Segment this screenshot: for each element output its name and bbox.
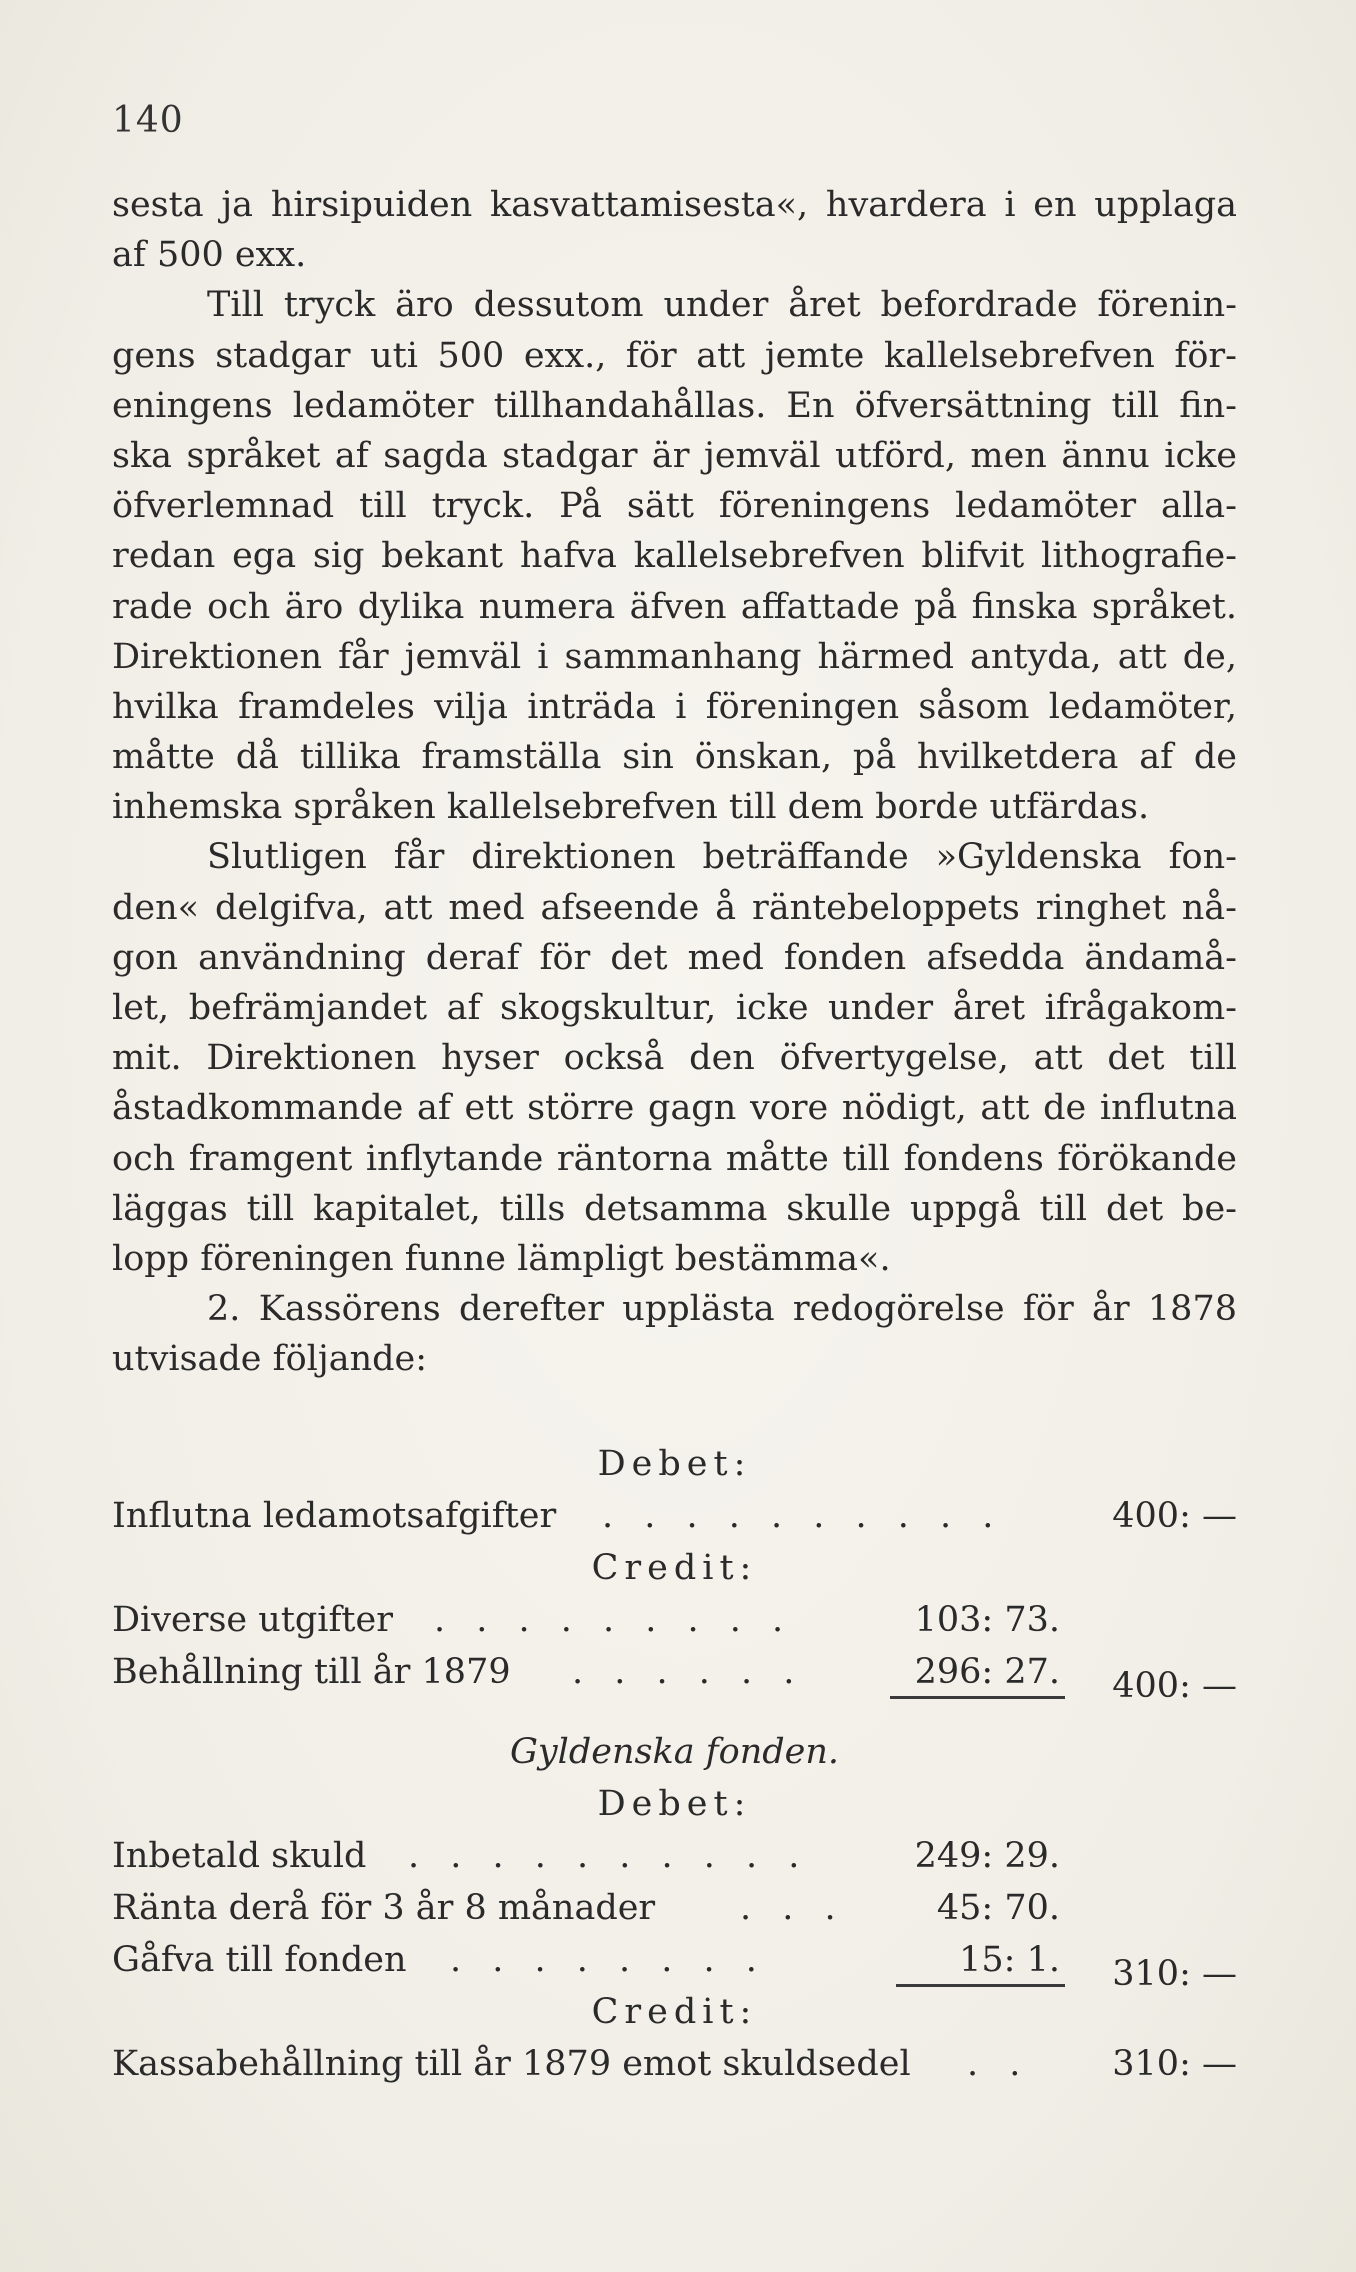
- account-subamount: 296: 27.: [914, 1652, 1060, 1692]
- leader-dots: . . . . . . . . . .: [408, 1836, 810, 1876]
- account-row: [112, 1882, 1237, 1934]
- account-label: Behållning till år 1879: [112, 1652, 511, 1692]
- account-row: [112, 1490, 1237, 1542]
- text-line: den« delgifva, att med afseende å räntebeloppets ringhet nå-: [112, 887, 1237, 928]
- page-number: 140: [112, 100, 184, 141]
- accounts-section: [112, 1438, 1237, 2090]
- account-row: [112, 2038, 1237, 2090]
- text-line: öfverlemnad till tryck. På sätt föreningens ledamöter alla-: [112, 486, 1237, 527]
- account-total: 310: —: [1112, 2044, 1237, 2084]
- debet-heading: Debet:: [597, 1444, 752, 1484]
- account-row: [112, 1934, 1237, 1994]
- account-label: Inbetald skuld: [112, 1836, 367, 1876]
- text-line: Slutligen får direktionen beträffande »Gyldenska fon-: [207, 837, 1237, 878]
- fund-debet-heading: Debet:: [597, 1784, 752, 1824]
- text-line: sesta ja hirsipuiden kasvattamisesta«, hvardera i en upplaga: [112, 185, 1237, 225]
- text-line: inhemska språken kallelsebrefven till dem borde utfärdas.: [112, 787, 1150, 828]
- account-row: [112, 1646, 1237, 1706]
- text-line: let, befrämjandet af skogskultur, icke under året ifrågakom-: [112, 988, 1237, 1028]
- leader-dots: . . . . . .: [572, 1652, 805, 1692]
- account-total: 400: —: [1112, 1666, 1237, 1706]
- credit-heading: Credit:: [591, 1548, 758, 1588]
- text-line: rade och äro dylika numera äfven affattade på finska språket.: [112, 586, 1237, 627]
- account-label: Gåfva till fonden: [112, 1940, 407, 1980]
- account-row: [112, 1830, 1237, 1882]
- account-label: Influtna ledamotsafgifter: [112, 1496, 557, 1536]
- text-line: utvisade följande:: [112, 1339, 428, 1380]
- account-total: 310: —: [1112, 1954, 1237, 1994]
- sum-rule: [896, 1984, 1065, 1987]
- text-line: af 500 exx.: [112, 235, 307, 276]
- account-total: 400: —: [1112, 1496, 1237, 1536]
- fund-title: Gyldenska fonden.: [509, 1732, 840, 1772]
- fund-credit-heading: Credit:: [591, 1992, 758, 2032]
- text-line: eningens ledamöter tillhandahållas. En öfversättning till fin-: [112, 385, 1237, 426]
- leader-dots: . . .: [740, 1888, 846, 1928]
- text-line: ska språket af sagda stadgar är jemväl utförd, men ännu icke: [112, 435, 1237, 476]
- text-line: gens stadgar uti 500 exx., för att jemte kallelsebrefven för-: [112, 335, 1237, 376]
- text-line: läggas till kapitalet, tills detsamma skulle uppgå till det be-: [112, 1188, 1237, 1229]
- sum-rule: [890, 1696, 1065, 1699]
- account-subamount: 103: 73.: [914, 1600, 1060, 1640]
- text-line: gon användning deraf för det med fonden afsedda ändamå-: [112, 937, 1237, 978]
- text-line: hvilka framdeles vilja inträda i föreningen såsom ledamöter,: [112, 686, 1237, 727]
- account-label: Kassabehållning till år 1879 emot skuldsedel: [112, 2044, 911, 2084]
- text-line: lopp föreningen funne lämpligt bestämma«.: [112, 1238, 891, 1279]
- text-line: måtte då tillika framställa sin önskan, på hvilketdera af de: [112, 737, 1237, 778]
- leader-dots: . .: [967, 2044, 1031, 2084]
- leader-dots: . . . . . . . . . .: [602, 1496, 1004, 1536]
- account-label: Ränta derå för 3 år 8 månader: [112, 1888, 656, 1928]
- account-subamount: 45: 70.: [936, 1888, 1060, 1928]
- text-line: och framgent inflytande räntorna måtte till fondens förökande: [112, 1138, 1237, 1179]
- text-line: redan ega sig bekant hafva kallelsebrefven blifvit lithografie-: [112, 536, 1237, 577]
- leader-dots: . . . . . . . . .: [434, 1600, 794, 1640]
- text-line: Till tryck äro dessutom under året befordrade förenin-: [207, 285, 1237, 326]
- account-subamount: 249: 29.: [914, 1836, 1060, 1876]
- text-line: åstadkommande af ett större gagn vore nödigt, att de influtna: [112, 1088, 1237, 1129]
- account-row: [112, 1594, 1237, 1646]
- text-line: 2. Kassörens derefter upplästa redogörelse för år 1878: [207, 1289, 1237, 1330]
- leader-dots: . . . . . . . .: [450, 1940, 767, 1980]
- text-line: Direktionen får jemväl i sammanhang härmed antyda, att de,: [112, 636, 1237, 677]
- body-text: [112, 180, 1237, 1385]
- text-line: mit. Direktionen hyser också den öfvertygelse, att det till: [112, 1038, 1237, 1079]
- account-label: Diverse utgifter: [112, 1600, 393, 1640]
- account-subamount: 15: 1.: [959, 1940, 1060, 1980]
